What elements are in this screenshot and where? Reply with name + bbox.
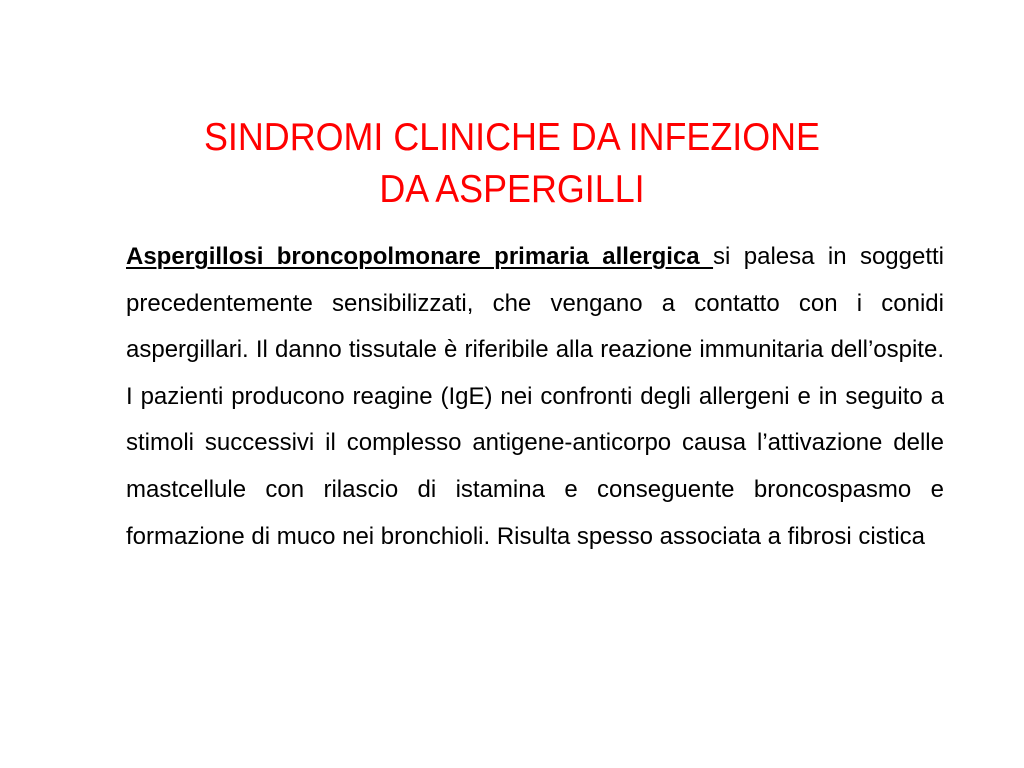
- title-line-2: DA ASPERGILLI: [379, 168, 645, 211]
- title-line-1: SINDROMI CLINICHE DA INFEZIONE: [203, 116, 820, 159]
- lead-term: Aspergillosi broncopolmonare primaria allergica: [126, 243, 714, 270]
- body-paragraph: [126, 234, 944, 560]
- body-text: si palesa in soggetti precedentemente sensibilizzati, che vengano a contatto con i conidi aspergillari. Il danno tissutale è riferibile alla reazione immunitaria dell’ospite. I pazienti producono reagine (IgE) nei confronti degli allergeni e in seguito a stimoli successivi il complesso antigene-anticorpo causa l’attivazione delle mastcellule con rilascio di istamina e conseguente broncospasmo e formazione di muco nei bronchioli. Risulta spesso associata a fibrosi cistica: [126, 243, 945, 550]
- slide-title: [96, 112, 928, 216]
